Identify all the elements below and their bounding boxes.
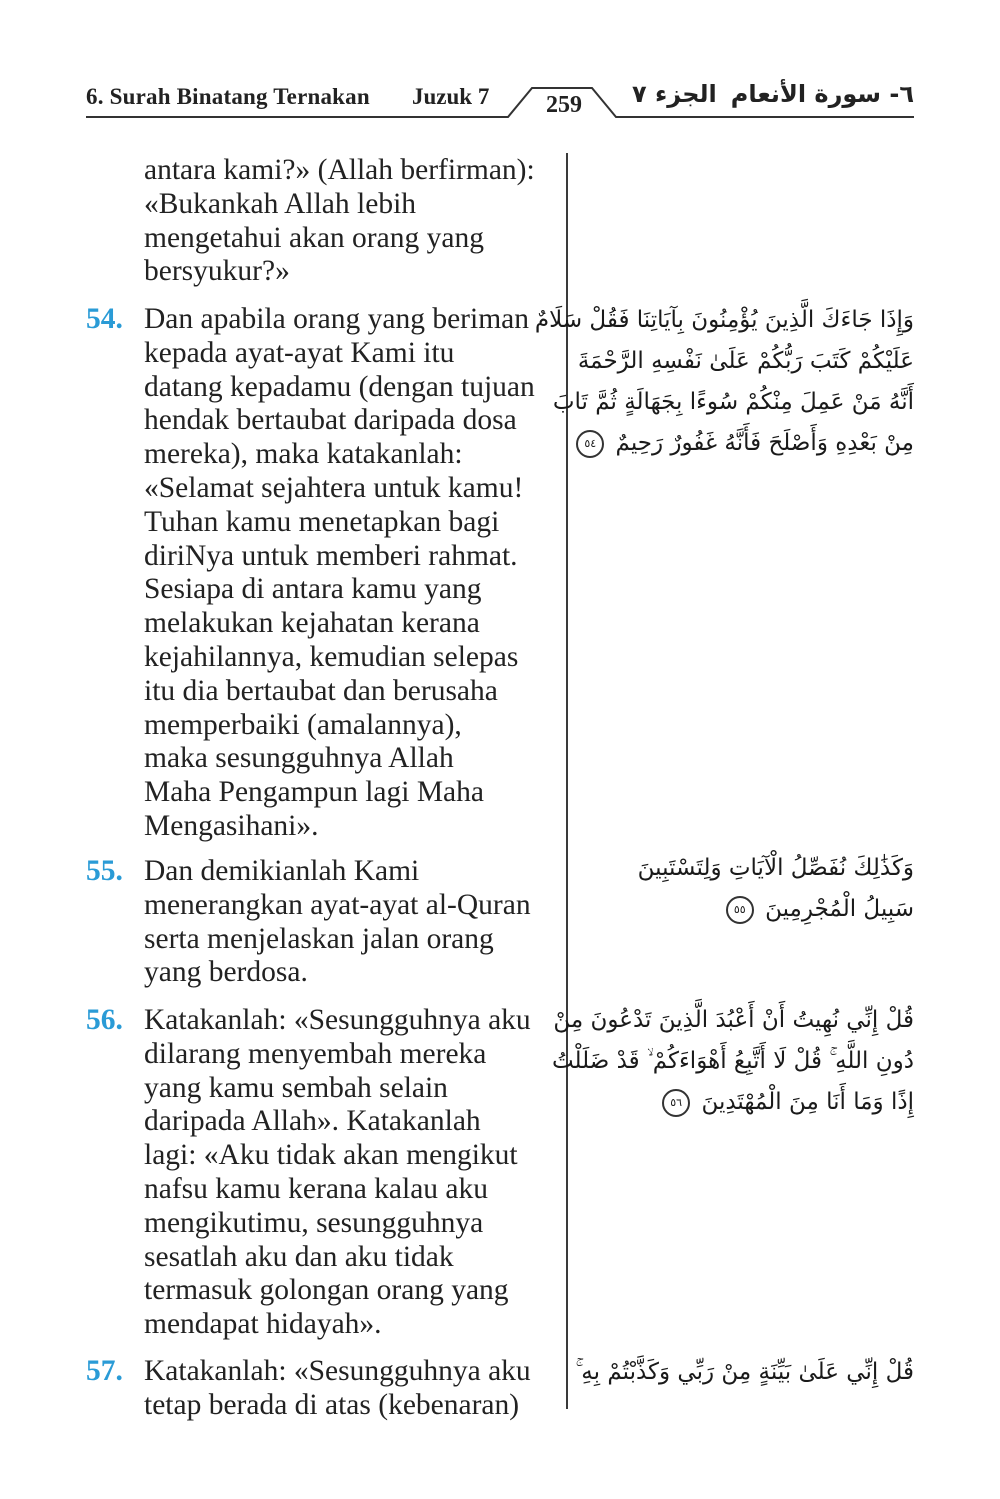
- verse-54-arabic: [534, 300, 914, 464]
- text-line: yang kamu sembah selain: [144, 1071, 448, 1104]
- text-line: Dan apabila orang yang beriman: [144, 303, 529, 335]
- arabic-text: [575, 1352, 914, 1393]
- verse-text: [144, 303, 564, 844]
- text-line: diriNya untuk memberi rahmat.: [144, 539, 518, 572]
- text-line: yang berdosa.: [144, 956, 308, 989]
- verse-text: [144, 1355, 564, 1423]
- verse-text: [144, 1004, 564, 1342]
- text-line: melakukan kejahatan kerana: [144, 607, 480, 640]
- text-line: serta menjelaskan jalan orang: [144, 922, 494, 955]
- text-line: وَإِذَا جَاءَكَ الَّذِينَ يُؤْمِنُونَ بِآيَاتِنَا فَقُلْ سَلَامٌ: [534, 307, 914, 333]
- text-line: termasuk golongan orang yang: [144, 1274, 509, 1307]
- verse-number: 56.: [86, 1004, 123, 1036]
- page-number: 259: [546, 92, 582, 118]
- text-line: nafsu kamu kerana kalau aku: [144, 1172, 489, 1205]
- verse-57-arabic: [575, 1352, 914, 1393]
- text-line: قُلْ إِنِّي عَلَىٰ بَيِّنَةٍ مِنْ رَبِّي وَكَذَّبْتُمْ بِهِ ۚ: [575, 1359, 914, 1385]
- column-divider: [566, 153, 568, 1409]
- text-line: bersyukur?»: [144, 255, 290, 288]
- text-line: Sesiapa di antara kamu yang: [144, 573, 482, 606]
- text-line: mendapat hidayah».: [144, 1308, 382, 1341]
- ayah-end-marker: ٥٤: [576, 430, 604, 458]
- text-line: «Bukankah Allah lebih: [144, 187, 417, 220]
- juz-label-arabic: الجزء ٧: [632, 80, 717, 108]
- continuation-text: [144, 154, 564, 289]
- text-line: dilarang menyembah mereka: [144, 1037, 487, 1070]
- text-line: kepada ayat-ayat Kami itu: [144, 336, 455, 369]
- ayah-end-marker: ٥٦: [662, 1089, 690, 1117]
- arabic-text: [551, 1000, 914, 1123]
- text-line: daripada Allah». Katakanlah: [144, 1105, 481, 1138]
- text-line: قُلْ إِنِّي نُهِيتُ أَنْ أَعْبُدَ الَّذِينَ تَدْعُونَ مِنْ: [553, 1007, 914, 1033]
- arabic-text: [534, 300, 914, 464]
- verse-text: [144, 855, 564, 990]
- text-line: maka sesungguhnya Allah: [144, 742, 454, 775]
- arabic-text: [594, 848, 914, 930]
- text-line: Maha Pengampun lagi Maha: [144, 776, 484, 809]
- text-line: دُونِ اللَّهِ ۚ قُلْ لَا أَتَّبِعُ أَهْوَاءَكُمْ ۙ قَدْ ضَلَلْتُ: [551, 1048, 914, 1074]
- text-line: lagi: «Aku tidak akan mengikut: [144, 1139, 518, 1172]
- text-line: Tuhan kamu menetapkan bagi: [144, 505, 500, 538]
- text-line: menerangkan ayat-ayat al-Quran: [144, 888, 531, 921]
- text-line: tetap berada di atas (kebenaran): [144, 1388, 520, 1421]
- ayah-end-marker: ٥٥: [726, 896, 754, 924]
- text-line: memperbaiki (amalannya),: [144, 708, 462, 741]
- text-line: عَلَيْكُمْ كَتَبَ رَبُّكُمْ عَلَىٰ نَفْسِهِ الرَّحْمَةَ: [577, 348, 914, 374]
- surah-title-arabic: ٦- سورة الأنعام: [730, 80, 914, 108]
- text-line: hendak bertaubat daripada dosa: [144, 404, 517, 437]
- verse-number: 55.: [86, 855, 123, 887]
- verse-number: 57.: [86, 1355, 123, 1387]
- text-line: kejahilannya, kemudian selepas: [144, 640, 519, 673]
- surah-title-latin: 6. Surah Binatang Ternakan: [86, 84, 370, 109]
- text-line: مِنْ بَعْدِهِ وَأَصْلَحَ فَأَنَّهُ غَفُورٌ رَحِيمٌ ٥٤: [594, 423, 914, 464]
- verse-56-arabic: [551, 1000, 914, 1123]
- text-line: itu dia bertaubat dan berusaha: [144, 674, 498, 707]
- header-rule: [0, 0, 1000, 130]
- text-line: mereka), maka katakanlah:: [144, 438, 463, 471]
- text-line: أَنَّهُ مَنْ عَمِلَ مِنْكُمْ سُوءًا بِجَهَالَةٍ ثُمَّ تَابَ: [552, 389, 914, 415]
- verse-number: 54.: [86, 303, 123, 335]
- text-line: mengetahui akan orang yang: [144, 221, 484, 254]
- juz-label-latin: Juzuk 7: [412, 84, 490, 109]
- text-line: antara kami?» (Allah berfirman):: [144, 154, 535, 186]
- text-line: وَكَذَٰلِكَ نُفَصِّلُ الْآيَاتِ وَلِتَسْتَبِينَ: [637, 855, 914, 881]
- text-line: Katakanlah: «Sesungguhnya aku: [144, 1004, 531, 1036]
- text-line: «Selamat sejahtera untuk kamu!: [144, 471, 524, 504]
- verse-55-arabic: [594, 848, 914, 930]
- text-line: Mengasihani».: [144, 809, 319, 842]
- text-line: سَبِيلُ الْمُجْرِمِينَ ٥٥: [594, 889, 914, 930]
- text-line: Dan demikianlah Kami: [144, 855, 420, 887]
- text-line: sesatlah aku dan aku tidak: [144, 1240, 454, 1273]
- text-line: إِذًا وَمَا أَنَا مِنَ الْمُهْتَدِينَ ٥٦: [594, 1082, 914, 1123]
- text-line: datang kepadamu (dengan tujuan: [144, 370, 535, 403]
- text-line: mengikutimu, sesungguhnya: [144, 1206, 484, 1239]
- text-line: Katakanlah: «Sesungguhnya aku: [144, 1355, 531, 1387]
